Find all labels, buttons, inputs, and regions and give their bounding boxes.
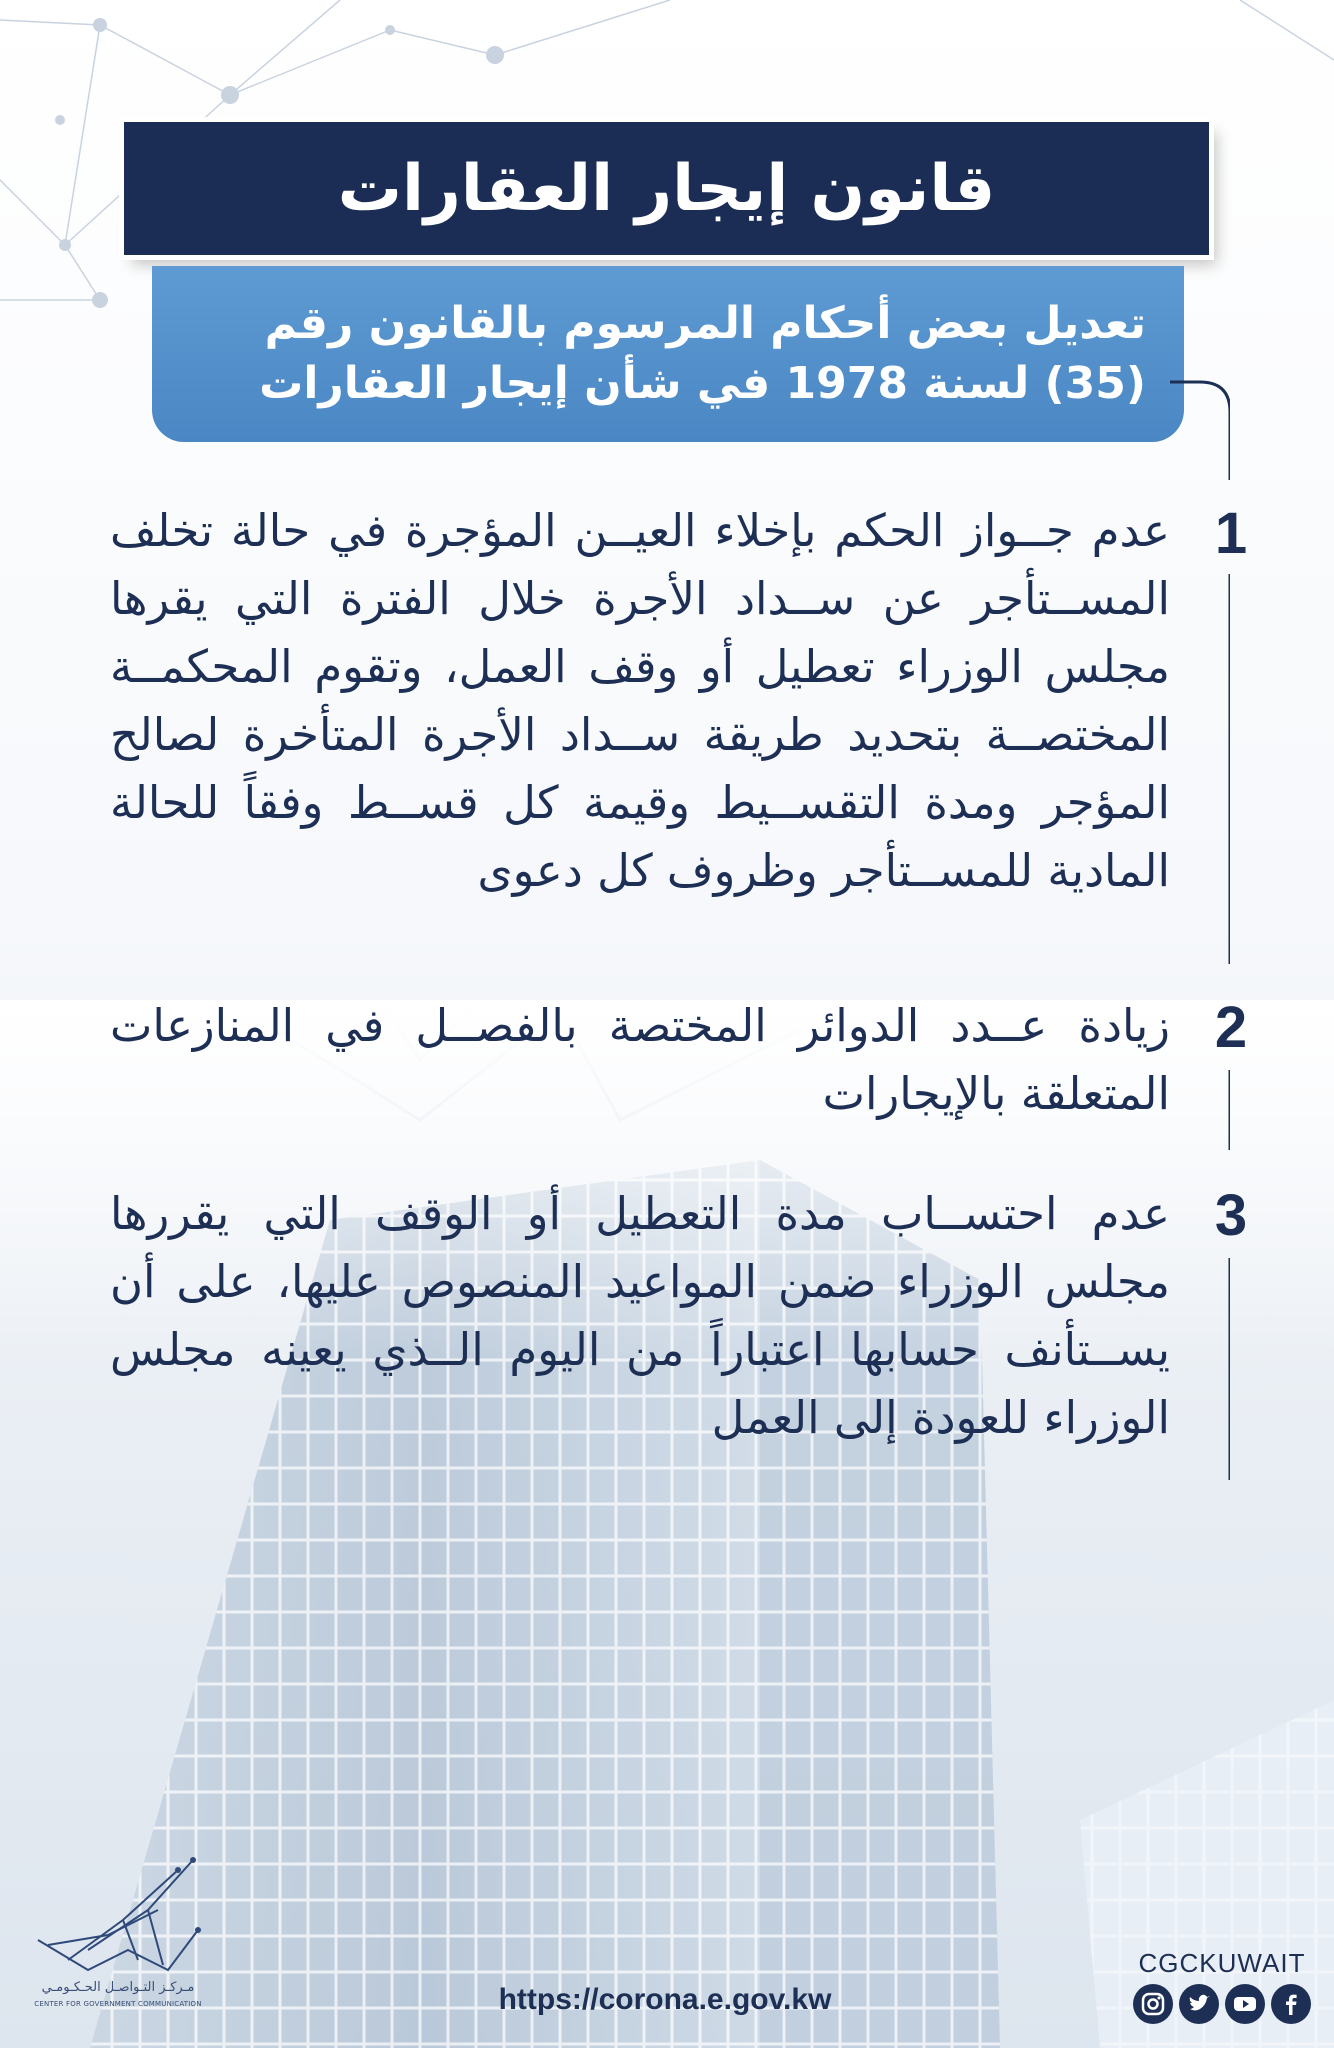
twitter-icon[interactable] [1179,1984,1219,2024]
item-number-1: 1 [1214,501,1248,566]
logo-text-english: CENTER FOR GOVERNMENT COMMUNICATION [34,2000,202,2008]
website-link[interactable]: https://corona.e.gov.kw [498,1983,832,2016]
item-text-2: زيادة عــدد الدوائر المختصة بالفصــل في المنازعات المتعلقة بالإيجارات [110,999,1170,1120]
cgc-logo [28,1850,208,2020]
page-title: قانون إيجار العقارات [337,151,996,226]
cgc-logo-icon [28,1850,208,1980]
title-banner [124,122,1209,255]
subtitle-banner [152,266,1184,442]
item-text-1: عدم جــواز الحكم بإخلاء العيــن المؤجرة في حالة تخلف المســتأجر عن ســداد الأجرة خلال الفترة التي يقرها مجلس الوزراء تعطيل أو وقف العمل، وتقوم المحكمــة المختصــة بتحديد طريقة ســداد الأجرة المتأخرة لصالح المؤجر ومدة التقســيط وقيمة كل قســط وفقاً للحالة المادية للمســتأجر وظروف كل دعوى [110,504,1170,897]
social-handle: CGCKUWAIT [1138,1948,1306,1978]
instagram-icon[interactable] [1133,1984,1173,2024]
item-number-3: 3 [1214,1183,1248,1248]
social-icons [1133,1984,1313,2026]
item-number-2: 2 [1214,995,1248,1060]
item-text-3: عدم احتســاب مدة التعطيل أو الوقف التي يقررها مجلس الوزراء ضمن المواعيد المنصوص عليها، على أن يســتأنف حسابها اعتباراً من اليوم الــذي يعينه مجلس الوزراء للعودة إلى العمل [110,1187,1170,1444]
logo-text-arabic: مـركـز التـواصـل الحـكـومـي [41,1980,195,1995]
youtube-icon[interactable] [1225,1984,1265,2024]
page-subtitle: تعديل بعض أحكام المرسوم بالقانون رقم (35) لسنة 1978 في شأن إيجار العقارات [259,298,1146,409]
facebook-icon[interactable] [1271,1984,1311,2024]
